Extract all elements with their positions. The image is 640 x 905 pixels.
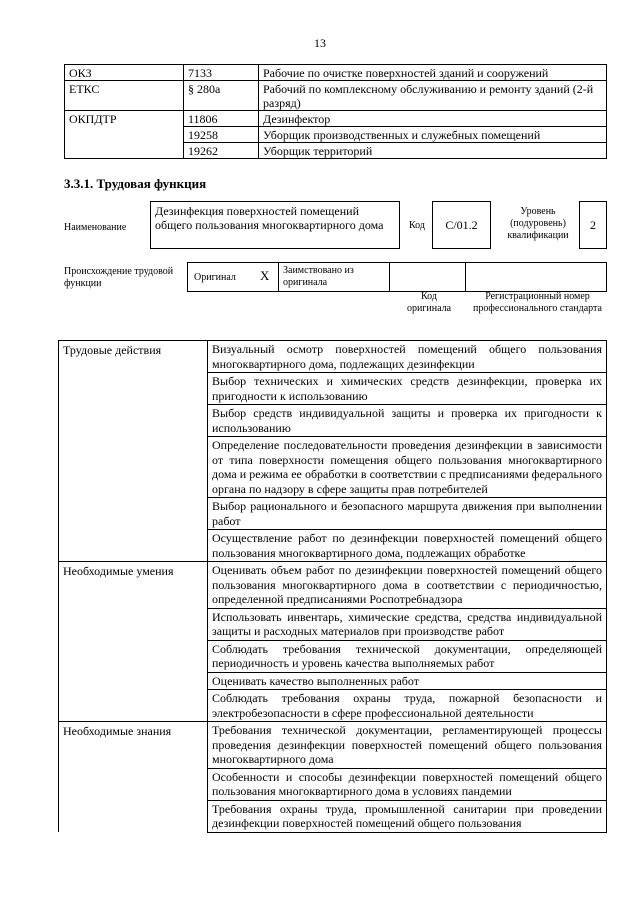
function-code: C/01.2 (445, 218, 478, 232)
original-code-cell (390, 263, 466, 291)
table-row (59, 530, 607, 562)
table-row (59, 672, 607, 690)
origin-label: Происхождение трудовой функции (64, 266, 174, 289)
section-title-cell: Необходимые умения (59, 562, 208, 609)
table-row (59, 562, 607, 609)
num-cell: 19262 (184, 143, 259, 159)
code-cell: ОКПДТР (65, 111, 184, 127)
code-cell (65, 127, 184, 143)
name-cell: Дезинфектор (259, 111, 607, 127)
num-cell: 11806 (184, 111, 259, 127)
origin-box (187, 262, 607, 292)
labor-function-table (58, 340, 607, 833)
name-cell: Рабочий по комплексному обслуживанию и ремонту зданий (2-й разряд) (259, 81, 607, 111)
item-cell: Соблюдать требования технической документации, определяющей периодичность и уровень качества выполняемых работ (208, 640, 607, 672)
code-caption: Код оригинала (406, 291, 452, 314)
code-cell: ОКЗ (65, 65, 184, 81)
item-cell: Использовать инвентарь, химические средства, средства индивидуальной защиты и расходных материалов при производстве работ (208, 608, 607, 640)
item-cell: Оценивать объем работ по дезинфекции поверхностей помещений общего пользования многоквартирного дома в соответствии с периодичностью, определенной предписаниями Роспотребнадзора (208, 562, 607, 609)
table-row (65, 143, 607, 159)
borrowed-cell (279, 263, 390, 291)
table-row (59, 405, 607, 437)
function-code-box (432, 201, 491, 249)
table-row (59, 437, 607, 498)
item-cell: Визуальный осмотр поверхностей помещений общего пользования многоквартирного дома, подлежащих дезинфекции (208, 341, 607, 373)
original-label: Оригинал (194, 272, 236, 283)
item-cell: Оценивать качество выполненных работ (208, 672, 607, 690)
table-row (59, 608, 607, 640)
name-label: Наименование (64, 222, 127, 233)
function-name: Дезинфекция поверхностей помещений общего пользования многоквартирного дома (155, 204, 384, 232)
item-cell: Соблюдать требования охраны труда, пожарной безопасности и электробезопасности в сфере профессиональной деятельности (208, 690, 607, 722)
table-row (59, 498, 607, 530)
table-row (59, 640, 607, 672)
function-name-box (150, 201, 400, 249)
section-title-cell: Необходимые знания (59, 722, 208, 769)
table-row (59, 373, 607, 405)
borrowed-label: Заимствовано из оригинала (283, 265, 354, 288)
name-cell: Уборщик территорий (259, 143, 607, 159)
level-box (579, 201, 607, 249)
level-label: Уровень (подуровень) квалификации (507, 206, 569, 241)
item-cell: Особенности и способы дезинфекции поверхностей помещений общего пользования многоквартирного дома в условиях пандемии (208, 768, 607, 800)
table-row (59, 800, 607, 832)
table-row (65, 127, 607, 143)
table-row (59, 341, 607, 373)
item-cell: Выбор технических и химических средств дезинфекции, проверка их пригодности к использованию (208, 373, 607, 405)
table-row (65, 111, 607, 127)
table-row (59, 722, 607, 769)
original-cell (188, 263, 279, 291)
item-cell: Осуществление работ по дезинфекции поверхностей помещений общего пользования многоквартирного дома, подлежащих обработке (208, 530, 607, 562)
num-cell: 7133 (184, 65, 259, 81)
num-cell: 19258 (184, 127, 259, 143)
table-row (65, 65, 607, 81)
codes-table (64, 64, 607, 159)
level-value: 2 (590, 218, 596, 232)
item-cell: Выбор средств индивидуальной защиты и проверка их пригодности к использованию (208, 405, 607, 437)
original-mark: X (260, 268, 270, 283)
item-cell: Определение последовательности проведения дезинфекции в зависимости от типа поверхности помещения общего пользования многоквартирного дома и режима ее обработки в соответствии с предписаниями федерального органа по надзору в сфере защиты прав потребителей (208, 437, 607, 498)
section-title: 3.3.1. Трудовая функция (64, 176, 207, 191)
page-number: 13 (314, 36, 326, 50)
code-cell: ЕТКС (65, 81, 184, 111)
item-cell: Выбор рационального и безопасного маршрута движения при выполнении работ (208, 498, 607, 530)
code-label: Код (409, 220, 425, 231)
num-cell: § 280а (184, 81, 259, 111)
section-title-cell: Трудовые действия (59, 341, 208, 373)
table-row (59, 690, 607, 722)
table-row (65, 81, 607, 111)
item-cell: Требования технической документации, регламентирующей процессы проведения дезинфекции поверхностей помещений общего пользования многоквартирного дома (208, 722, 607, 769)
name-cell: Уборщик производственных и служебных помещений (259, 127, 607, 143)
reg-caption: Регистрационный номер профессионального стандарта (473, 291, 602, 314)
name-cell: Рабочие по очистке поверхностей зданий и сооружений (259, 65, 607, 81)
table-row (59, 768, 607, 800)
code-cell (65, 143, 184, 159)
item-cell: Требования охраны труда, промышленной санитарии при проведении дезинфекции поверхностей помещений общего пользования (208, 800, 607, 832)
